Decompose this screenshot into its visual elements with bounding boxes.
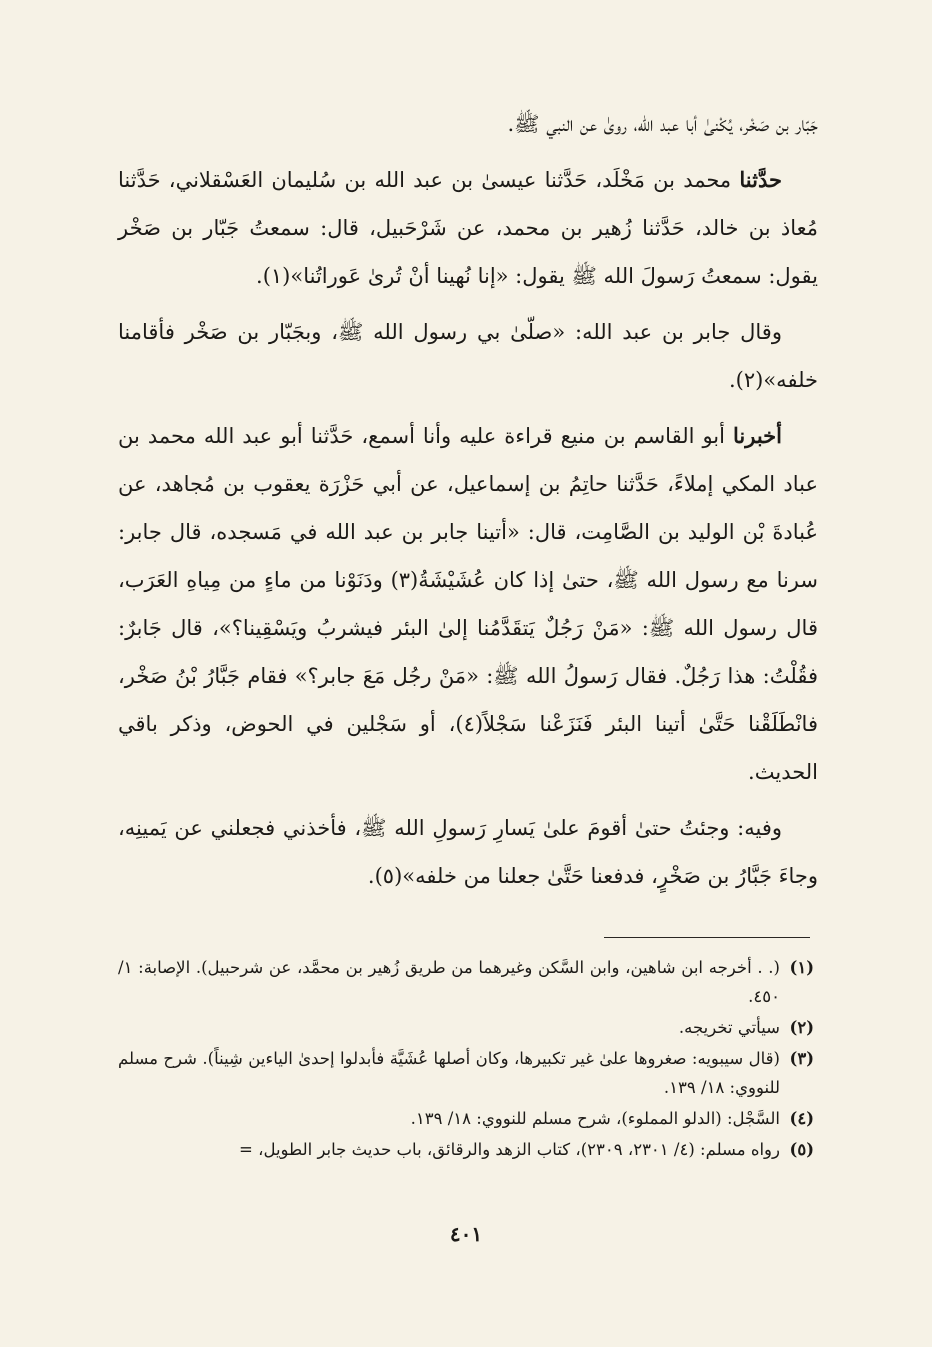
paragraph-text: وفيه: وجئتُ حتىٰ أقومَ علىٰ يَسارِ رَسولِ الله ﷺ، فأخذني فجعلني عن يَمينِه، وجاءَ جَبَّارُ بن صَخْرٍ، فدفعنا حَتَّىٰ جعلنا من خلفه»(٥). [118, 816, 818, 888]
paragraph-5 [118, 804, 818, 900]
footnote-4 [118, 1104, 814, 1133]
footnote-number: (١) [789, 958, 814, 977]
main-text [118, 100, 818, 908]
footnote-number: (٣) [789, 1049, 814, 1068]
footnotes [118, 953, 814, 1166]
paragraph-text: أبو القاسم بن منيع قراءة عليه وأنا أسمع، حَدَّثنا أبو عبد الله محمد بن عباد المكي إملاءً، حَدَّثنا حاتِمُ بن إسماعيل، عن أبي حَزْرَة يعقوب بن مُجاهد، عن عُبادةَ بْن الوليد بن الصَّامِت، قال: «أتينا جابر بن عبد الله في مَسجده، قال جابر: سرنا مع رسول الله ﷺ، حتىٰ إذا كان عُشَيْشَةُ(٣) ودَنَوْنا من ماءٍ من مِياهِ العَرَب، قال رسول الله ﷺ: «مَنْ رَجُلٌ يَتقَدَّمُنا إلىٰ البئر فيشربُ ويَسْقِينا؟»، قال جَابرٌ: فقُلْتُ: هذا رَجُلٌ. فقال رَسولُ الله ﷺ: «مَنْ رجُل مَعَ جابر؟» فقام جَبَّارُ بْنُ صَخْر، فانْطَلَقْنا حَتَّىٰ أتينا البئر فَنَزَعْنا سَجْلاً(٤)، أو سَجْلين في الحوض، وذكر باقي الحديث. [118, 424, 818, 784]
page-number: ٤٠١ [449, 1222, 483, 1246]
footnote-1 [118, 953, 814, 1011]
footnote-text: رواه مسلم: (٤/ ٢٣٠١، ٢٣٠٩)، كتاب الزهد والرقائق، باب حديث جابر الطويل، = [239, 1140, 780, 1159]
footnote-3 [118, 1044, 814, 1102]
footnote-number: (٢) [789, 1018, 814, 1037]
paragraph-lead-word: حدَّثنا [739, 167, 782, 192]
footnote-5 [118, 1135, 814, 1164]
footnote-text: (قال سيبويه: صغروها علىٰ غير تكبيرها، وكان أصلها عُشَيَّة فأبدلوا إحدىٰ الياءين شِيناً). شرح مسلم للنووي: ١٨/ ١٣٩. [118, 1049, 780, 1097]
paragraph-3 [118, 308, 818, 404]
paragraph-1 [118, 100, 818, 148]
footnote-text: (. . أخرجه ابن شاهين، وابن السَّكن وغيرهما من طريق زُهير بن محمَّد، عن شرحبيل). الإصابة: ١/ ٤٥٠. [118, 958, 780, 1006]
footnote-number: (٥) [789, 1140, 814, 1159]
footnote-2 [118, 1013, 814, 1042]
paragraph-2 [118, 156, 818, 300]
paragraph-4 [118, 412, 818, 796]
paragraph-text: وقال جابر بن عبد الله: «صلّىٰ بي رسول الله ﷺ، وبجَبّار بن صَخْر فأقامنا خلفه»(٢). [118, 320, 818, 392]
footnote-text: سيأتي تخريجه. [678, 1018, 780, 1037]
footnote-text: السَّجْل: (الدلو المملوء)، شرح مسلم للنووي: ١٨/ ١٣٩. [410, 1109, 780, 1128]
paragraph-text: محمد بن مَخْلَد، حَدَّثنا عيسىٰ بن عبد الله بن سُليمان العَسْقلاني، حَدَّثنا مُعاذ بن خالد، حَدَّثنا زُهير بن محمد، عن شَرْحَبيل، قال: سمعتُ جَبّار بن صَخْر يقول: سمعتُ رَسولَ الله ﷺ يقول: «إنا نُهينا أنْ تُرىٰ عَوراتُنا»(١). [118, 168, 818, 288]
footnote-number: (٤) [789, 1109, 814, 1128]
footnote-separator [604, 937, 810, 938]
paragraph-lead-word: أخبرنا [733, 423, 782, 448]
paragraph-text: جَبّار بن صَخْر، يُكْنىٰ أبا عبد الله، روىٰ عن النبي ﷺ. [507, 112, 818, 136]
